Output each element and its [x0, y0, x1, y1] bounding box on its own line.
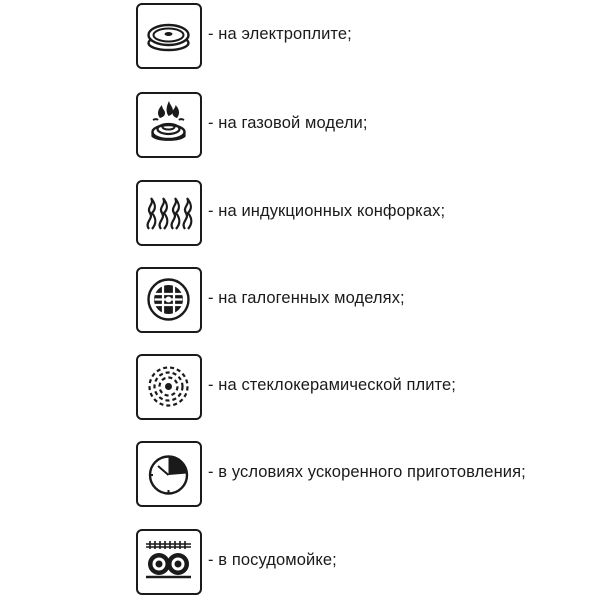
label-gas: - на газовой модели;	[208, 114, 368, 132]
label-glass-ceramic: - на стеклокерамической плите;	[208, 376, 456, 394]
row-electric-stove	[0, 3, 600, 73]
row-dishwasher	[0, 529, 600, 599]
row-induction	[0, 180, 600, 250]
induction-coil-icon	[136, 180, 202, 246]
row-gas	[0, 92, 600, 162]
timer-clock-icon	[136, 441, 202, 507]
row-halogen	[0, 267, 600, 337]
label-dishwasher: - в посудомойке;	[208, 551, 337, 569]
halogen-burner-icon	[136, 267, 202, 333]
label-halogen: - на галогенных моделях;	[208, 289, 405, 307]
row-glass-ceramic	[0, 354, 600, 424]
label-electric-stove: - на электроплите;	[208, 25, 352, 43]
row-fast-cooking	[0, 441, 600, 511]
glass-ceramic-icon	[136, 354, 202, 420]
electric-stove-icon	[136, 3, 202, 69]
label-induction: - на индукционных конфорках;	[208, 202, 446, 220]
gas-burner-icon	[136, 92, 202, 158]
label-fast-cooking: - в условиях ускоренного приготовления;	[208, 463, 526, 481]
dishwasher-icon	[136, 529, 202, 595]
